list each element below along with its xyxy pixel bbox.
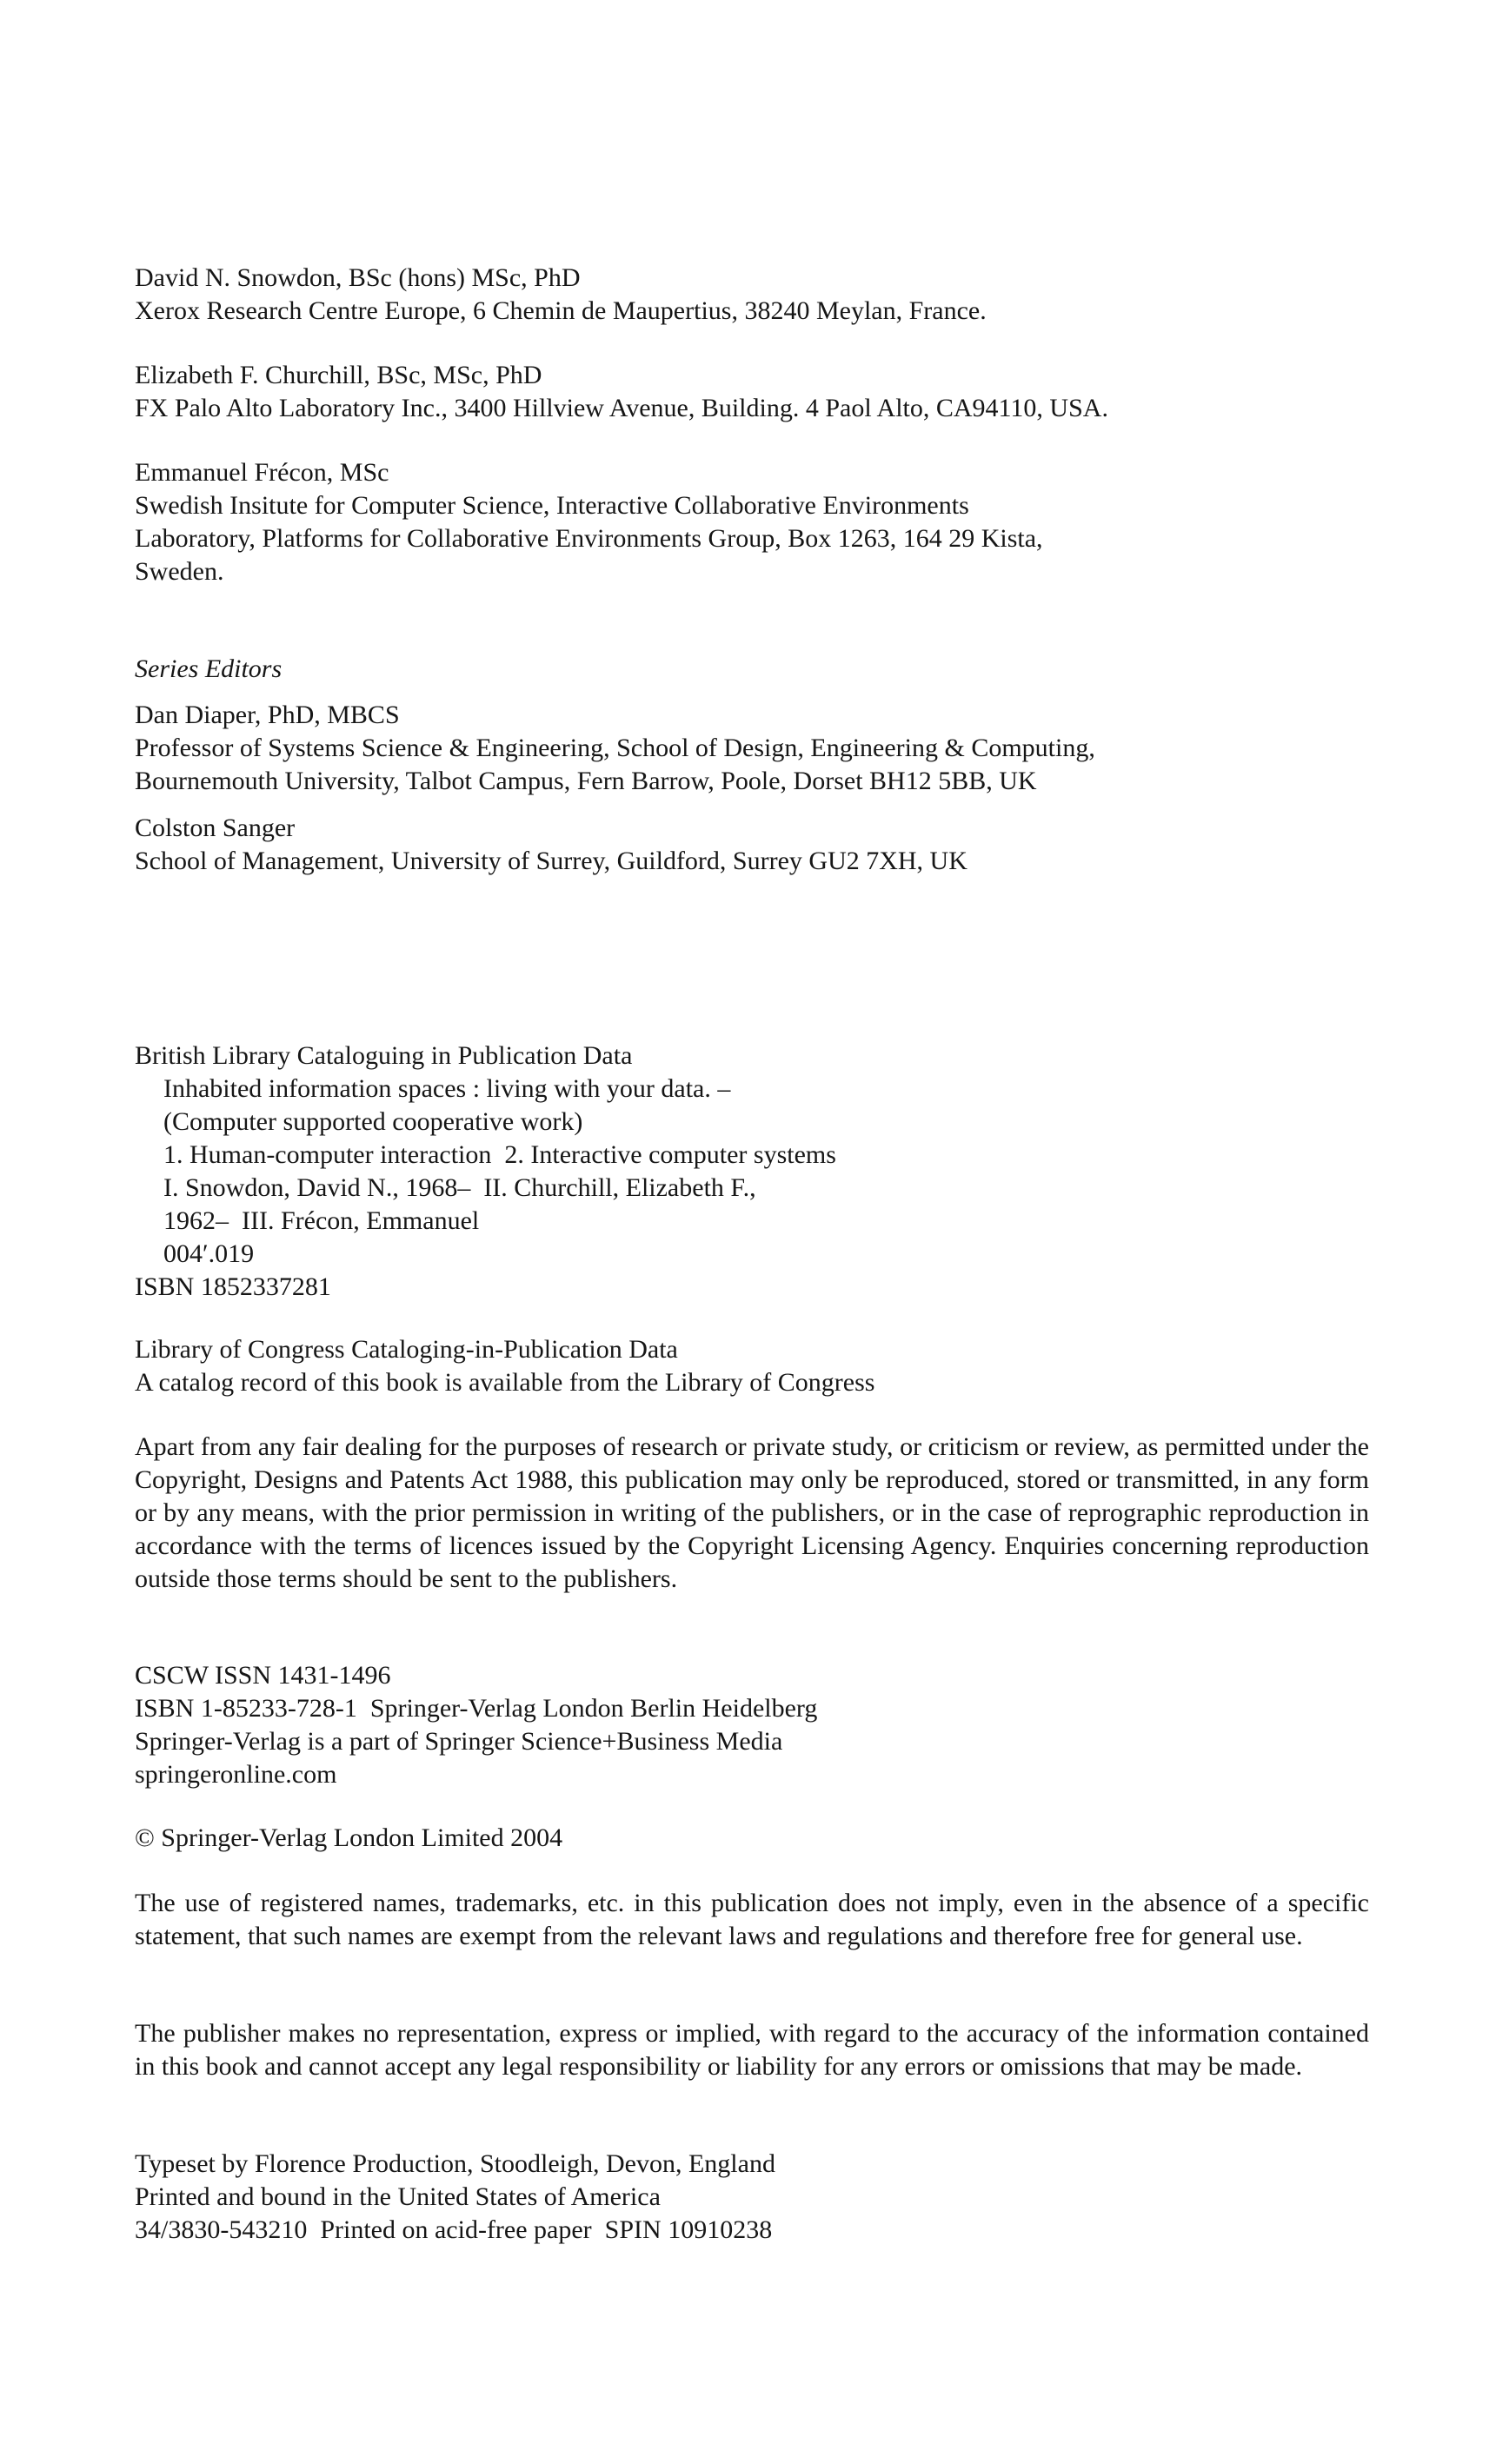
typeset-line: Typeset by Florence Production, Stoodleigh, Devon, England (135, 2149, 775, 2178)
copyright-notice (135, 1431, 1369, 1596)
publication-info (135, 1659, 1369, 1791)
isbn-line: ISBN 1-85233-728-1 Springer-Verlag London Berlin Heidelberg (135, 1694, 818, 1723)
british-library-cip (135, 1039, 1369, 1304)
author-name: Emmanuel Frécon, MSc (135, 458, 389, 487)
editor-name: Dan Diaper, PhD, MBCS (135, 701, 400, 729)
editor-affiliation-line: Bournemouth University, Talbot Campus, Fern Barrow, Poole, Dorset BH12 5BB, UK (135, 767, 1037, 795)
cip-line: 004′.019 (163, 1239, 255, 1268)
editor-name: Colston Sanger (135, 814, 296, 842)
spin-line: 34/3830-543210 Printed on acid-free paper SPIN 10910238 (135, 2215, 773, 2244)
copyright-line-block (135, 1822, 1369, 1855)
cip-line: 1. Human-computer interaction 2. Interactive computer systems (163, 1140, 836, 1169)
editor-affiliation-line: Professor of Systems Science & Engineering, School of Design, Engineering & Computing, (135, 734, 1095, 762)
series-heading: Series Editors (135, 654, 283, 683)
series-editors-heading (135, 653, 1369, 686)
author-frecon (135, 456, 1369, 588)
author-affiliation-line: FX Palo Alto Laboratory Inc., 3400 Hillview Avenue, Building. 4 Paol Alto, CA94110, USA. (135, 394, 1108, 422)
trademark-notice-text: The use of registered names, trademarks, etc. in this publication does not imply, even in the absence of a specific statement, that such names are exempt from the relevant laws and regulations and therefore free for general use. (135, 1889, 1369, 1950)
printing-info (135, 2148, 1369, 2247)
editor-affiliation-line: School of Management, University of Surrey, Guildford, Surrey GU2 7XH, UK (135, 847, 967, 875)
cip-line: Inhabited information spaces : living with your data. – (163, 1074, 731, 1103)
cip-isbn: ISBN 1852337281 (135, 1272, 331, 1301)
cip-line: 1962– III. Frécon, Emmanuel (163, 1206, 480, 1235)
copyright-notice-text: Apart from any fair dealing for the purposes of research or private study, or criticism or review, as permitted under the Copyright, Designs and Patents Act 1988, this publication may only be reproduced, stored or transmitted, in any form or by any means, with the prior permission in writing of the publishers, or in the case of reprographic reproduction in accordance with the terms of licences issued by the Copyright Licensing Agency. Enquiries concerning reproduction outside those terms should be sent to the publishers. (135, 1432, 1369, 1593)
author-snowdon (135, 262, 1369, 328)
author-name: Elizabeth F. Churchill, BSc, MSc, PhD (135, 361, 542, 389)
loc-title: Library of Congress Cataloging-in-Publication Data (135, 1335, 678, 1364)
cip-line: (Computer supported cooperative work) (163, 1107, 583, 1136)
trademark-notice (135, 1887, 1369, 1953)
author-affiliation-line: Swedish Insitute for Computer Science, Interactive Collaborative Environments (135, 491, 969, 520)
author-churchill (135, 359, 1369, 425)
liability-notice (135, 2017, 1369, 2083)
publisher-line: Springer-Verlag is a part of Springer Science+Business Media (135, 1727, 783, 1756)
issn-line: CSCW ISSN 1431-1496 (135, 1661, 391, 1690)
series-editor-sanger (135, 812, 1369, 878)
printed-line: Printed and bound in the United States of America (135, 2182, 661, 2211)
author-affiliation-line: Sweden. (135, 557, 224, 586)
liability-notice-text: The publisher makes no representation, express or implied, with regard to the accuracy of the information contained in this book and cannot accept any legal responsibility or liability for any errors or omissions that may be made. (135, 2019, 1369, 2081)
cip-line: I. Snowdon, David N., 1968– II. Churchill, Elizabeth F., (163, 1173, 756, 1202)
author-affiliation-line: Laboratory, Platforms for Collaborative Environments Group, Box 1263, 164 29 Kista, (135, 524, 1043, 553)
cip-title: British Library Cataloguing in Publication Data (135, 1041, 633, 1070)
author-affiliation-line: Xerox Research Centre Europe, 6 Chemin de Maupertius, 38240 Meylan, France. (135, 296, 987, 325)
author-name: David N. Snowdon, BSc (hons) MSc, PhD (135, 263, 581, 292)
series-editor-diaper (135, 699, 1369, 798)
library-of-congress (135, 1333, 1369, 1399)
website-line: springeronline.com (135, 1760, 337, 1789)
loc-line: A catalog record of this book is available from the Library of Congress (135, 1368, 875, 1397)
copyright-line: © Springer-Verlag London Limited 2004 (135, 1823, 563, 1852)
